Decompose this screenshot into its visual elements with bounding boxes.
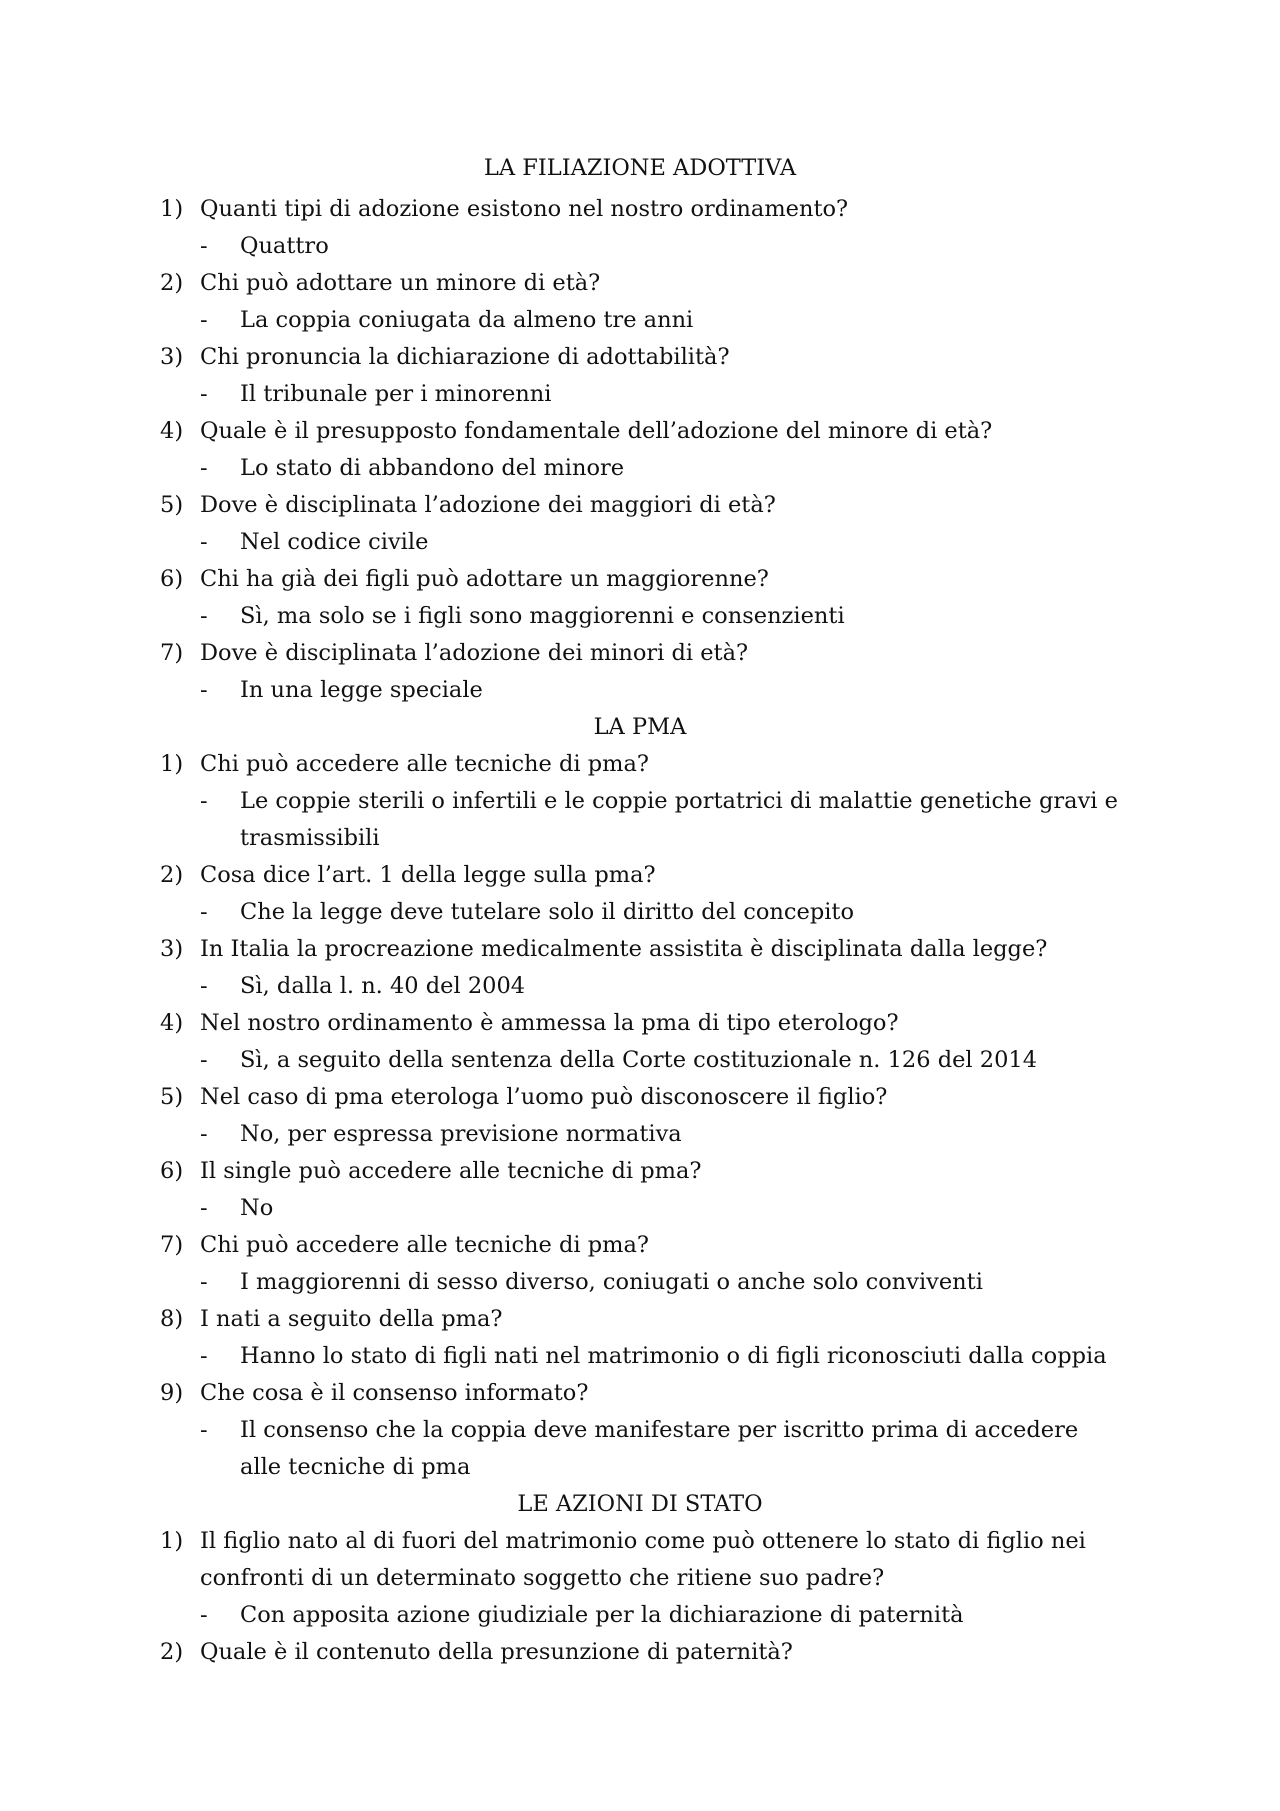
- answer-item: [160, 1190, 1120, 1227]
- question-number: 4): [160, 1010, 184, 1036]
- question-list: [160, 746, 1120, 1486]
- question-text: Quale è il presupposto fondamentale dell’adozione del minore di età?: [200, 418, 993, 444]
- dash-bullet: -: [200, 307, 208, 333]
- question-text: Nel caso di pma eterologa l’uomo può disconoscere il figlio?: [200, 1084, 888, 1110]
- answer-item: [160, 450, 1120, 487]
- question-number: 6): [160, 566, 184, 592]
- question-text: Nel nostro ordinamento è ammessa la pma di tipo eterologo?: [200, 1010, 899, 1036]
- answer-item: [160, 1264, 1120, 1301]
- answer-text: Nel codice civile: [240, 529, 429, 555]
- answer-item: [160, 968, 1120, 1005]
- dash-bullet: -: [200, 381, 208, 407]
- question-number: 9): [160, 1380, 184, 1406]
- question-text: Chi può accedere alle tecniche di pma?: [200, 1232, 649, 1258]
- section-title: LA FILIAZIONE ADOTTIVA: [483, 155, 797, 181]
- question-text: Dove è disciplinata l’adozione dei maggiori di età?: [200, 492, 776, 518]
- question-number: 2): [160, 270, 184, 296]
- list-item: [160, 635, 1120, 672]
- question-number: 1): [160, 1528, 184, 1554]
- question-number: 3): [160, 936, 184, 962]
- answer-item: [160, 598, 1120, 635]
- answer-item: [160, 1412, 1120, 1486]
- answer-item: [160, 1597, 1120, 1634]
- answer-text: Il tribunale per i minorenni: [240, 381, 552, 407]
- question-text: Chi ha già dei figli può adottare un maggiorenne?: [200, 566, 769, 592]
- question-text: Dove è disciplinata l’adozione dei minori di età?: [200, 640, 749, 666]
- answer-text: No: [240, 1195, 274, 1221]
- answer-text: No, per espressa previsione normativa: [240, 1121, 682, 1147]
- section-title: LA PMA: [593, 714, 687, 740]
- answer-text: Sì, a seguito della sentenza della Corte costituzionale n. 126 del 2014: [240, 1047, 1038, 1073]
- question-number: 7): [160, 640, 184, 666]
- question-text: Chi può adottare un minore di età?: [200, 270, 601, 296]
- question-text: Cosa dice l’art. 1 della legge sulla pma?: [200, 862, 656, 888]
- question-number: 4): [160, 418, 184, 444]
- list-item: [160, 413, 1120, 450]
- list-item: [160, 1153, 1120, 1190]
- question-text: Che cosa è il consenso informato?: [200, 1380, 589, 1406]
- question-text: Chi può accedere alle tecniche di pma?: [200, 751, 649, 777]
- list-item: [160, 1375, 1120, 1412]
- dash-bullet: -: [200, 455, 208, 481]
- dash-bullet: -: [200, 1269, 208, 1295]
- answer-text: I maggiorenni di sesso diverso, coniugati o anche solo conviventi: [240, 1269, 983, 1295]
- list-item: [160, 1079, 1120, 1116]
- dash-bullet: -: [200, 1602, 208, 1628]
- question-text: Quanti tipi di adozione esistono nel nostro ordinamento?: [200, 196, 849, 222]
- question-number: 3): [160, 344, 184, 370]
- answer-item: [160, 672, 1120, 709]
- list-item: [160, 857, 1120, 894]
- answer-text: Che la legge deve tutelare solo il diritto del concepito: [240, 899, 855, 925]
- question-number: 1): [160, 196, 184, 222]
- answer-text: Hanno lo stato di figli nati nel matrimonio o di figli riconosciuti dalla coppia: [240, 1343, 1107, 1369]
- dash-bullet: -: [200, 1121, 208, 1147]
- question-number: 2): [160, 1639, 184, 1665]
- answer-text: In una legge speciale: [240, 677, 483, 703]
- answer-item: [160, 302, 1120, 339]
- question-number: 5): [160, 1084, 184, 1110]
- answer-item: [160, 524, 1120, 561]
- list-item: [160, 191, 1120, 228]
- answer-text: Quattro: [240, 233, 329, 259]
- answer-item: [160, 894, 1120, 931]
- question-number: 5): [160, 492, 184, 518]
- answer-text: Sì, dalla l. n. 40 del 2004: [240, 973, 526, 999]
- answer-item: [160, 1116, 1120, 1153]
- question-list: [160, 191, 1120, 709]
- dash-bullet: -: [200, 899, 208, 925]
- question-list: [160, 1523, 1120, 1671]
- answer-text: Le coppie sterili o infertili e le coppie portatrici di malattie genetiche gravi e trasmissibili: [240, 788, 1118, 851]
- dash-bullet: -: [200, 1417, 208, 1443]
- question-number: 7): [160, 1232, 184, 1258]
- dash-bullet: -: [200, 788, 208, 814]
- dash-bullet: -: [200, 1343, 208, 1369]
- question-text: Il figlio nato al di fuori del matrimonio come può ottenere lo stato di figlio nei confronti di un determinato soggetto che ritiene suo padre?: [200, 1528, 1086, 1591]
- question-text: Quale è il contenuto della presunzione di paternità?: [200, 1639, 793, 1665]
- question-number: 8): [160, 1306, 184, 1332]
- dash-bullet: -: [200, 1195, 208, 1221]
- dash-bullet: -: [200, 233, 208, 259]
- list-item: [160, 561, 1120, 598]
- answer-text: La coppia coniugata da almeno tre anni: [240, 307, 694, 333]
- dash-bullet: -: [200, 603, 208, 629]
- answer-text: Sì, ma solo se i figli sono maggiorenni e consenzienti: [240, 603, 845, 629]
- list-item: [160, 1634, 1120, 1671]
- answer-item: [160, 376, 1120, 413]
- list-item: [160, 1227, 1120, 1264]
- question-text: Chi pronuncia la dichiarazione di adottabilità?: [200, 344, 730, 370]
- answer-item: [160, 783, 1120, 857]
- question-text: Il single può accedere alle tecniche di pma?: [200, 1158, 702, 1184]
- answer-item: [160, 1338, 1120, 1375]
- section-title: LE AZIONI DI STATO: [517, 1491, 763, 1517]
- question-text: In Italia la procreazione medicalmente assistita è disciplinata dalla legge?: [200, 936, 1048, 962]
- list-item: [160, 265, 1120, 302]
- question-text: I nati a seguito della pma?: [200, 1306, 503, 1332]
- dash-bullet: -: [200, 529, 208, 555]
- list-item: [160, 1005, 1120, 1042]
- answer-item: [160, 228, 1120, 265]
- list-item: [160, 487, 1120, 524]
- answer-text: Il consenso che la coppia deve manifestare per iscritto prima di accedere alle tecniche di pma: [240, 1417, 1079, 1480]
- document-content: [160, 150, 1120, 1671]
- question-number: 1): [160, 751, 184, 777]
- answer-text: Lo stato di abbandono del minore: [240, 455, 625, 481]
- answer-text: Con apposita azione giudiziale per la dichiarazione di paternità: [240, 1602, 964, 1628]
- list-item: [160, 1523, 1120, 1597]
- list-item: [160, 931, 1120, 968]
- list-item: [160, 746, 1120, 783]
- question-number: 6): [160, 1158, 184, 1184]
- list-item: [160, 1301, 1120, 1338]
- dash-bullet: -: [200, 973, 208, 999]
- answer-item: [160, 1042, 1120, 1079]
- dash-bullet: -: [200, 1047, 208, 1073]
- dash-bullet: -: [200, 677, 208, 703]
- question-number: 2): [160, 862, 184, 888]
- list-item: [160, 339, 1120, 376]
